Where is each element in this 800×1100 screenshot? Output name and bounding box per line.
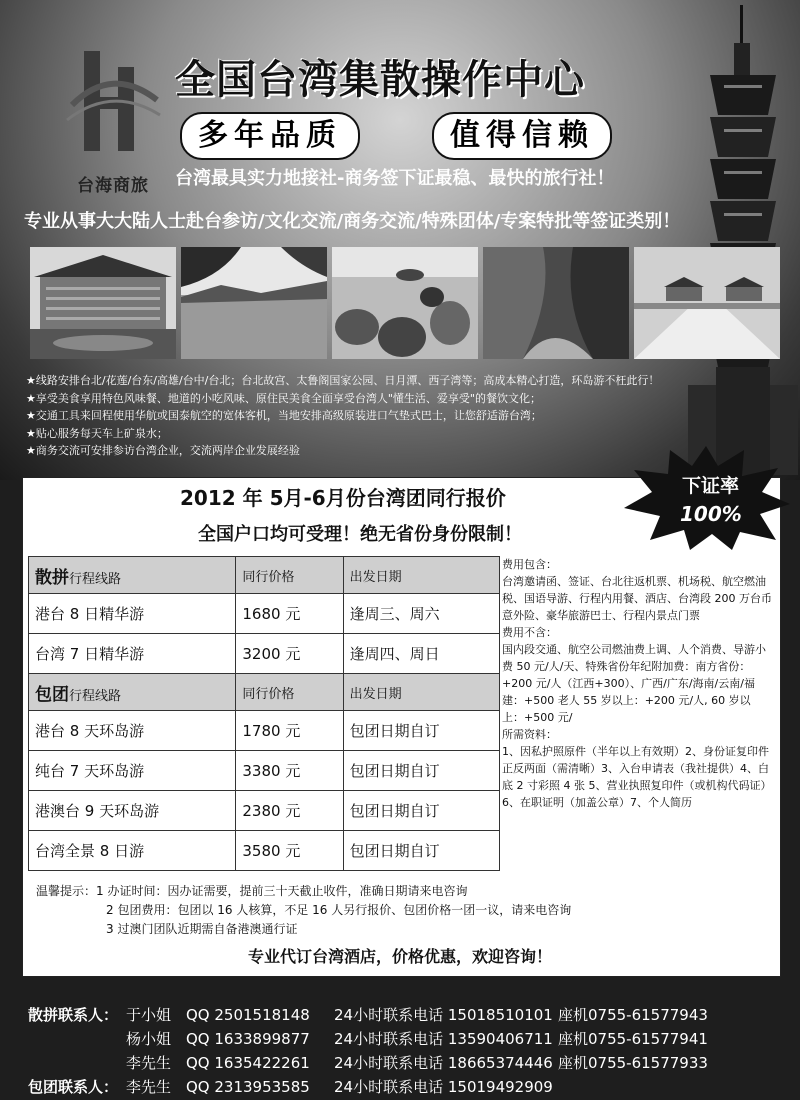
table-row [29, 791, 500, 831]
offer-title: 2012 年 5月-6月份台湾团同行报价 [180, 486, 506, 510]
tagline: 台湾最具实力地接社-商务签下证最稳、最快的旅行社！ [175, 168, 615, 189]
contact-row [28, 1051, 798, 1075]
date-cell: 逢周四、周日 [343, 634, 499, 674]
date-cell: 包团日期自订 [343, 711, 499, 751]
date-cell: 包团日期自订 [343, 831, 499, 871]
route-cell: 港澳台 9 天环岛游 [29, 791, 236, 831]
company-logo [48, 35, 178, 195]
logo-text: 台海商旅 [77, 176, 149, 196]
badge-label: 下证率 [682, 475, 740, 497]
logo-emblem-icon [62, 45, 162, 165]
feature-item: ★线路安排台北/花莲/台东/高雄/台中/台北；台北故宫、太鲁阁国家公园、日月潭、西子湾等；高成本精心打造，环岛游不枉此行！ [26, 374, 660, 387]
table-row [29, 594, 500, 634]
starburst-badge-icon [620, 444, 792, 552]
feature-item: ★享受美食享用特色风味餐、地道的小吃风味、原住民美食全面享受台湾人"懂生活、爱享受"的餐饮文化； [26, 391, 541, 405]
column-header-date: 出发日期 [343, 674, 499, 711]
column-header-price: 同行价格 [236, 557, 343, 594]
contact-qq[interactable]: QQ 2501518148 [186, 1006, 310, 1024]
price-cell: 3200 元 [236, 634, 343, 674]
group-suffix: 行程线路 [69, 571, 122, 587]
column-header-route [29, 557, 236, 594]
contact-phone[interactable]: 24小时联系电话 13590406711 [334, 1030, 553, 1048]
table-row [29, 751, 500, 791]
photo-strip [30, 247, 770, 359]
contact-phone[interactable]: 24小时联系电话 15019492909 [334, 1078, 553, 1096]
contact-name: 李先生 [126, 1078, 172, 1096]
column-header-route [29, 674, 236, 711]
group-name: 包团 [35, 684, 69, 705]
fee-excluded-text: 国内段交通、航空公司燃油费上调、人个消费、导游小费 50 元/人/天、特殊省份年纪附加费：南方省份：+200 元/人（江西+300）、广西/广东/海南/云南/福建：+500 老人 55 岁以上：+200 元/人, 60 岁以上：+500 元/ [502, 643, 766, 724]
feature-item: ★交通工具来回程使用华航或国泰航空的宽体客机，当地安排高级原装进口气垫式巴士，让您舒适游台湾； [26, 409, 542, 423]
feature-item: ★商务交流可安排参访台湾企业，交流两岸企业发展经验 [26, 444, 300, 458]
table-row [29, 711, 500, 751]
price-cell: 1680 元 [236, 594, 343, 634]
contact-row [28, 1027, 798, 1051]
note-item: 温馨提示：1 办证时间：因办证需要，提前三十天截止收件，准确日期请来电咨询 [36, 884, 468, 898]
price-table [28, 556, 500, 871]
documents-heading: 所需资料： [502, 728, 557, 741]
table-header-row [29, 674, 500, 711]
table-header-row [29, 557, 500, 594]
price-cell: 2380 元 [236, 791, 343, 831]
contact-landline[interactable]: 座机0755-61577943 [558, 1006, 708, 1024]
route-cell: 港台 8 天环岛游 [29, 711, 236, 751]
slogan-trust: 值得信赖 [432, 112, 612, 160]
slogan-quality: 多年品质 [180, 112, 360, 160]
price-cell: 3580 元 [236, 831, 343, 871]
reminder-notes [36, 882, 571, 939]
contact-landline[interactable]: 座机0755-61577941 [558, 1030, 708, 1048]
badge-rate: 100% [680, 502, 742, 526]
date-cell: 逢周三、周六 [343, 594, 499, 634]
contact-label: 包团联系人： [28, 1078, 119, 1096]
photo-memorial-hall [634, 247, 780, 359]
contact-qq[interactable]: QQ 1635422261 [186, 1054, 310, 1072]
contact-name: 于小姐 [126, 1006, 172, 1024]
hero-banner [0, 0, 800, 480]
contact-qq[interactable]: QQ 2313953585 [186, 1078, 310, 1096]
contact-landline[interactable]: 座机0755-61577933 [558, 1054, 708, 1072]
route-cell: 台湾全景 8 日游 [29, 831, 236, 871]
note-item: 3 过澳门团队近期需自备港澳通行证 [106, 922, 298, 936]
page-title: 全国台湾集散操作中心 [175, 57, 585, 103]
hotel-booking-line: 专业代订台湾酒店，价格优惠，欢迎咨询！ [247, 947, 552, 966]
route-cell: 台湾 7 日精华游 [29, 634, 236, 674]
route-cell: 港台 8 日精华游 [29, 594, 236, 634]
group-name: 散拼 [35, 567, 69, 588]
contact-label: 散拼联系人： [28, 1006, 119, 1024]
photo-taroko-gorge [483, 247, 629, 359]
fee-included-text: 台湾邀请函、签证、台北往返机票、机场税、航空燃油税、国语导游、行程内用餐、酒店、台湾段 200 万台币意外险、豪华旅游巴士、行程内景点门票 [502, 575, 772, 622]
contact-list [28, 1003, 798, 1099]
price-cell: 3380 元 [236, 751, 343, 791]
column-header-price: 同行价格 [236, 674, 343, 711]
documents-text: 1、因私护照原件（半年以上有效期）2、身份证复印件正反两面（需清晰）3、入台申请表（我社提供）4、白底 2 寸彩照 4 张 5、营业执照复印件（或机构代码证）6、在职证明（加盖公章）7、个人简历 [502, 745, 772, 809]
column-header-date: 出发日期 [343, 557, 499, 594]
note-item: 2 包团费用：包团以 16 人核算，不足 16 人另行报价、包团价格一团一议，请来电咨询 [106, 903, 572, 917]
date-cell: 包团日期自订 [343, 751, 499, 791]
contact-name: 李先生 [126, 1054, 172, 1072]
date-cell: 包团日期自订 [343, 791, 499, 831]
table-row [29, 831, 500, 871]
contact-name: 杨小姐 [126, 1030, 172, 1048]
offer-subtitle: 全国户口均可受理！绝无省份身份限制！ [198, 524, 522, 545]
group-suffix: 行程线路 [69, 688, 122, 704]
table-row [29, 634, 500, 674]
fee-excluded-heading: 费用不含： [502, 626, 557, 639]
photo-grand-hotel [30, 247, 176, 359]
photo-sun-moon-lake [181, 247, 327, 359]
price-cell: 1780 元 [236, 711, 343, 751]
contact-phone[interactable]: 24小时联系电话 18665374446 [334, 1054, 553, 1072]
contact-phone[interactable]: 24小时联系电话 15018510101 [334, 1006, 553, 1024]
contact-row [28, 1003, 798, 1027]
contact-qq[interactable]: QQ 1633899877 [186, 1030, 310, 1048]
feature-item: ★贴心服务每天车上矿泉水； [26, 426, 168, 440]
photo-coastal-rocks [332, 247, 478, 359]
route-cell: 纯台 7 天环岛游 [29, 751, 236, 791]
fee-details [502, 556, 772, 811]
contact-row [28, 1075, 798, 1099]
service-subline: 专业从事大大陆人士赴台参访/文化交流/商务交流/特殊团体/专案特批等签证类别！ [24, 211, 681, 232]
fee-included-heading: 费用包含： [502, 558, 557, 571]
